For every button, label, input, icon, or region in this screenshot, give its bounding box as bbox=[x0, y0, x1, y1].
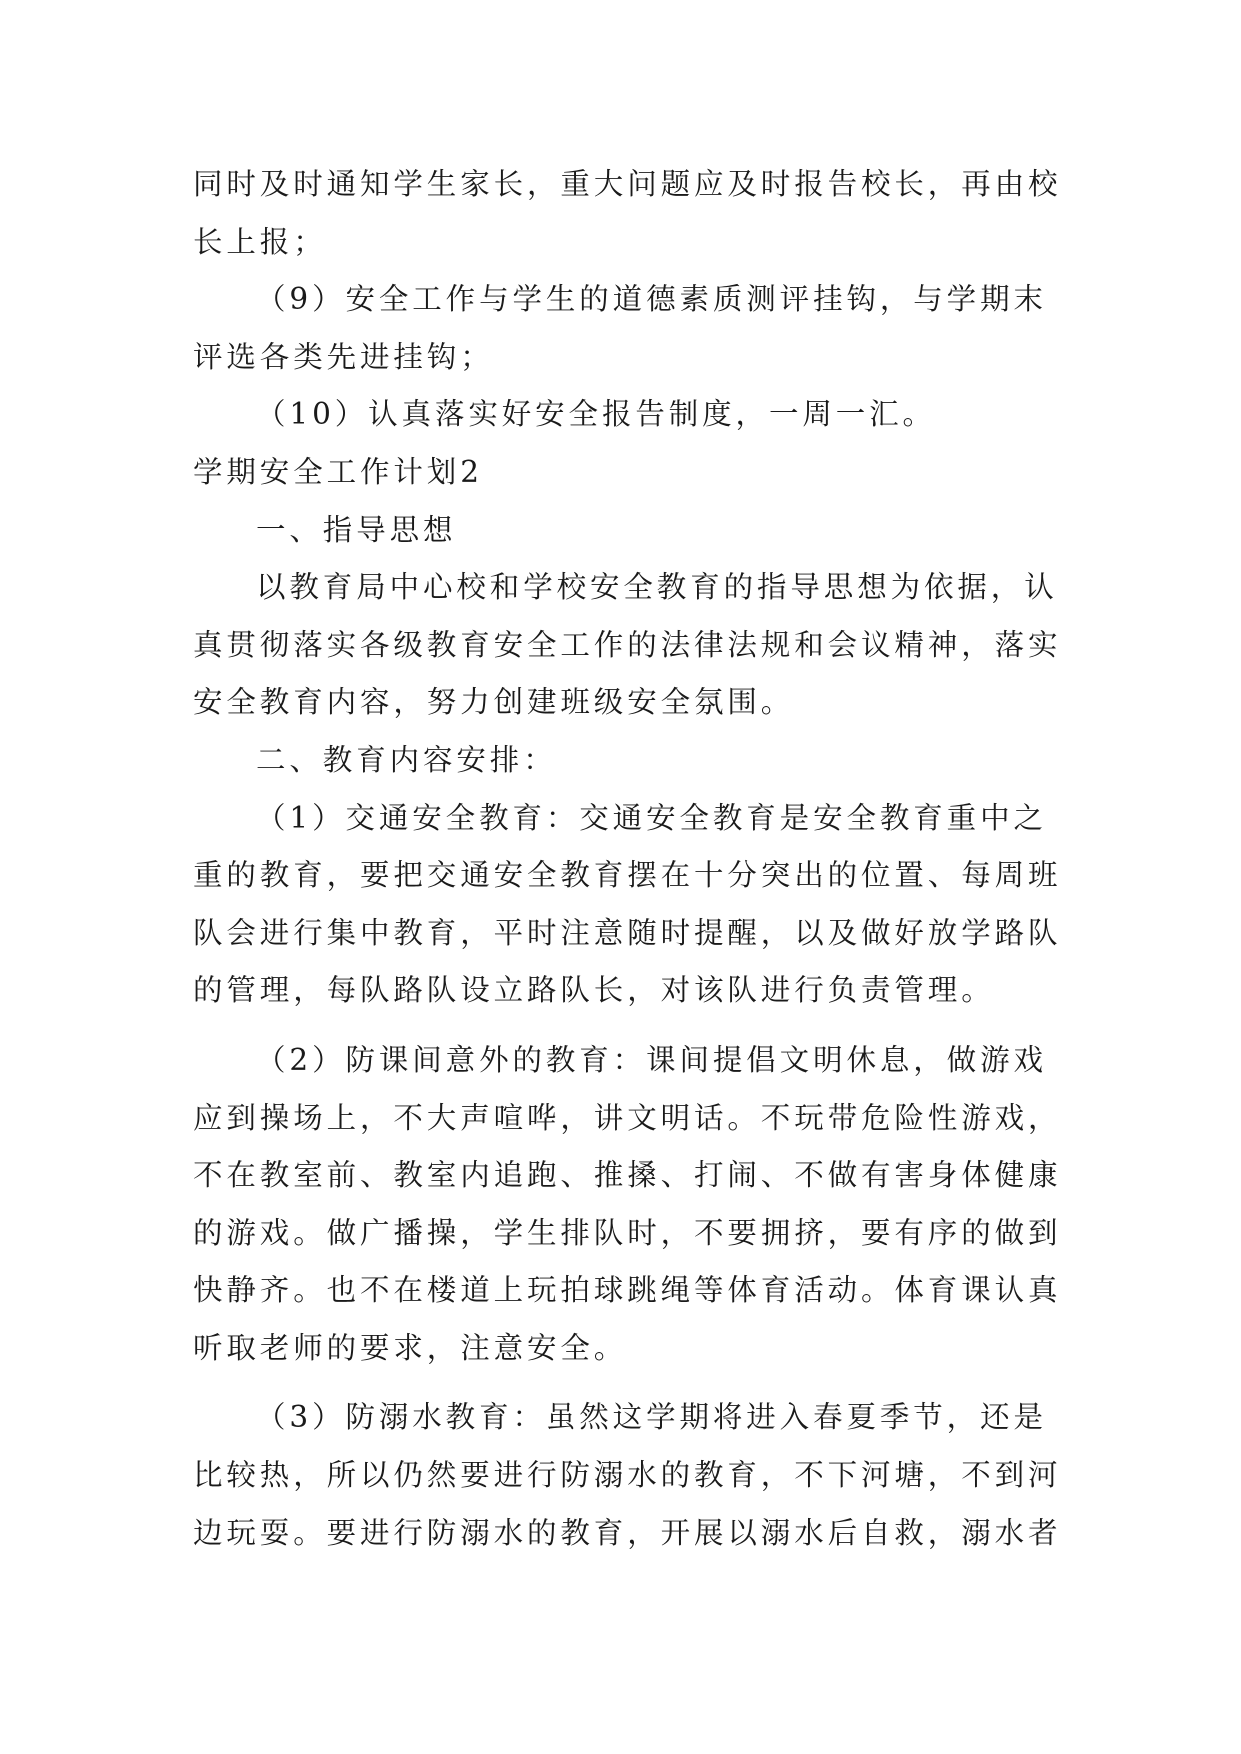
text-line: 的游戏。做广播操，学生排队时，不要拥挤，要有序的做到 bbox=[193, 1215, 1062, 1250]
text-line: 评选各类先进挂钩； bbox=[193, 339, 494, 374]
text-line: 真贯彻落实各级教育安全工作的法律法规和会议精神，落实 bbox=[193, 627, 1062, 662]
text-line: 快静齐。也不在楼道上玩拍球跳绳等体育活动。体育课认真 bbox=[193, 1273, 1062, 1308]
text-line: 比较热，所以仍然要进行防溺水的教育，不下河塘，不到河 bbox=[193, 1458, 1062, 1493]
text-line: 队会进行集中教育，平时注意随时提醒，以及做好放学路队 bbox=[193, 915, 1062, 950]
paragraph-6 bbox=[193, 1032, 1062, 1378]
text-line: （9）安全工作与学生的道德素质测评挂钩，与学期末 bbox=[256, 282, 1047, 317]
paragraph-5 bbox=[193, 790, 1062, 1020]
paragraph-7 bbox=[193, 1389, 1062, 1562]
text-line: 听取老师的要求，注意安全。 bbox=[193, 1330, 628, 1365]
text-line: 同时及时通知学生家长，重大问题应及时报告校长，再由校 bbox=[193, 167, 1062, 201]
document-body bbox=[193, 156, 1062, 1562]
text-line: 不在教室前、教室内追跑、推搡、打闹、不做有害身体健康 bbox=[193, 1158, 1062, 1193]
text-line: （2）防课间意外的教育：课间提倡文明休息，做游戏 bbox=[256, 1042, 1047, 1077]
text-line: （1）交通安全教育：交通安全教育是安全教育重中之 bbox=[256, 800, 1047, 835]
heading-content-arrangement: 二、教育内容安排： bbox=[256, 742, 557, 777]
text-line: 边玩耍。要进行防溺水的教育，开展以溺水后自救，溺水者 bbox=[193, 1515, 1062, 1550]
paragraph-4 bbox=[193, 559, 1062, 732]
text-line: 的管理，每队路队设立路队长，对该队进行负责管理。 bbox=[193, 973, 995, 1008]
paragraph-3 bbox=[193, 386, 1053, 444]
paragraph-2 bbox=[193, 271, 1053, 386]
heading-guiding-thought: 一、指导思想 bbox=[256, 512, 457, 547]
paragraph-gap bbox=[193, 1020, 1053, 1032]
paragraph-1 bbox=[193, 156, 1062, 271]
text-line: 重的教育，要把交通安全教育摆在十分突出的位置、每周班 bbox=[193, 858, 1062, 893]
text-line: 长上报； bbox=[193, 224, 327, 259]
text-line: 应到操场上，不大声喧哗，讲文明话。不玩带危险性游戏， bbox=[193, 1100, 1062, 1135]
text-line: 安全教育内容，努力创建班级安全氛围。 bbox=[193, 685, 795, 720]
text-line: （10）认真落实好安全报告制度，一周一汇。 bbox=[256, 397, 936, 432]
section-title: 学期安全工作计划2 bbox=[193, 454, 483, 489]
text-line: 以教育局中心校和学校安全教育的指导思想为依据，认 bbox=[256, 570, 1058, 605]
paragraph-gap bbox=[193, 1377, 1053, 1389]
text-line: （3）防溺水教育：虽然这学期将进入春夏季节，还是 bbox=[256, 1400, 1047, 1435]
